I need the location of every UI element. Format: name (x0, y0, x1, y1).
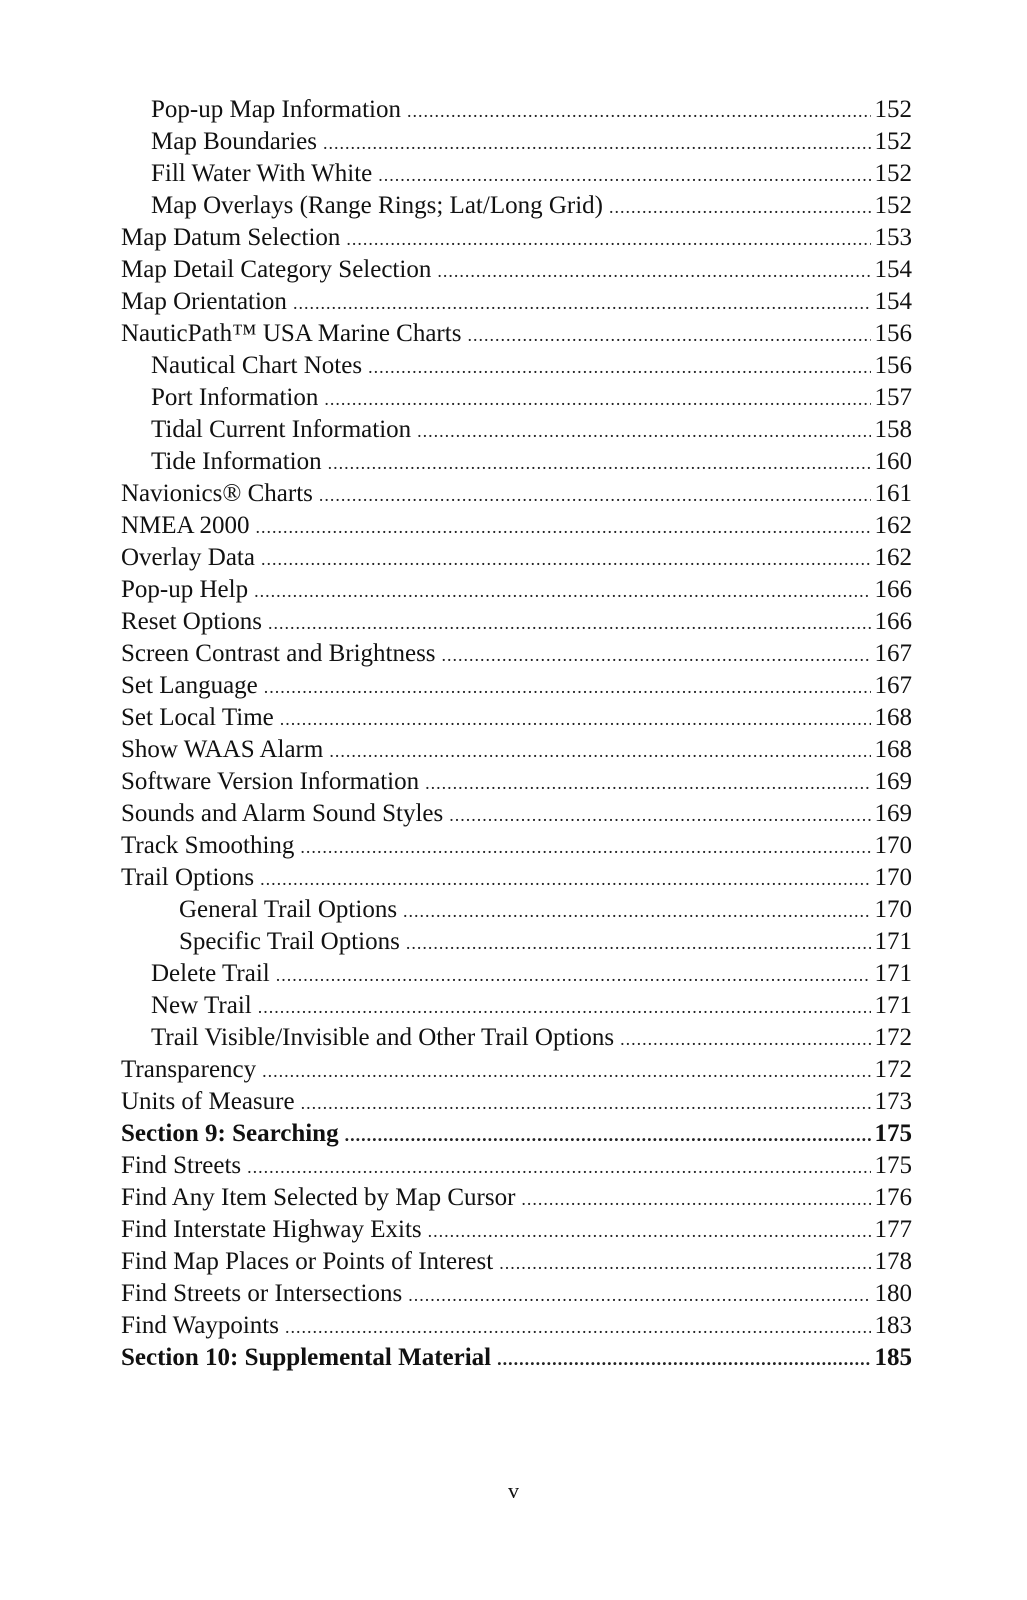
table-of-contents (121, 94, 912, 1374)
toc-entry (121, 1310, 912, 1342)
toc-entry (121, 318, 912, 350)
toc-entry-title: Find Map Places or Points of Interest (121, 1248, 494, 1275)
toc-entry-page: 160 (874, 448, 912, 475)
toc-entry (121, 894, 912, 926)
toc-entry-title: Units of Measure (121, 1088, 295, 1115)
toc-entry-title: General Trail Options (179, 896, 398, 923)
toc-entry-title: NauticPath™ USA Marine Charts (121, 320, 462, 347)
toc-entry-page: 156 (874, 320, 912, 347)
toc-entry (121, 510, 912, 542)
toc-entry-title: Nautical Chart Notes (151, 352, 363, 379)
dot-leader (262, 1055, 870, 1087)
page-number: v (508, 1478, 519, 1503)
dot-leader (264, 671, 871, 703)
toc-entry (121, 798, 912, 830)
dot-leader (408, 1279, 870, 1311)
toc-entry-title: Trail Visible/Invisible and Other Trail Options (151, 1024, 615, 1051)
dot-leader (521, 1183, 870, 1215)
dot-leader (407, 95, 871, 127)
toc-entry (121, 542, 912, 574)
dot-leader (254, 575, 870, 607)
dot-leader (285, 1311, 871, 1343)
toc-entry-title: Section 9: Searching (121, 1120, 339, 1147)
toc-entry-page: 157 (874, 384, 912, 411)
toc-section-heading (121, 1118, 912, 1150)
toc-entry-title: Pop-up Map Information (151, 96, 401, 123)
toc-entry-page: 177 (874, 1216, 912, 1243)
dot-leader (368, 351, 870, 383)
dot-leader (499, 1247, 870, 1279)
toc-entry-page: 175 (874, 1120, 912, 1147)
toc-entry-title: Set Local Time (121, 704, 274, 731)
toc-entry-title: Screen Contrast and Brightness (121, 640, 436, 667)
toc-entry-title: Tide Information (151, 448, 322, 475)
toc-entry-title: Fill Water With White (151, 160, 373, 187)
toc-entry-page: 154 (874, 288, 912, 315)
toc-entry (121, 190, 912, 222)
toc-entry-page: 167 (874, 672, 912, 699)
toc-entry-page: 169 (874, 768, 912, 795)
toc-entry-title: Pop-up Help (121, 576, 249, 603)
toc-entry (121, 1214, 912, 1246)
toc-entry (121, 1278, 912, 1310)
toc-entry-title: NMEA 2000 (121, 512, 250, 539)
toc-entry-page: 158 (874, 416, 912, 443)
toc-entry-page: 166 (874, 576, 912, 603)
toc-entry (121, 830, 912, 862)
toc-entry-title: Show WAAS Alarm (121, 736, 324, 763)
toc-entry-page: 172 (874, 1056, 912, 1083)
dot-leader (301, 1087, 871, 1119)
dot-leader (620, 1023, 870, 1055)
toc-entry-title: Map Orientation (121, 288, 287, 315)
toc-entry-title: Track Smoothing (121, 832, 295, 859)
dot-leader (293, 287, 871, 319)
dot-leader (328, 447, 871, 479)
toc-entry-title: Transparency (121, 1056, 257, 1083)
dot-leader (329, 735, 870, 767)
dot-leader (378, 159, 870, 191)
toc-entry-title: Navionics® Charts (121, 480, 313, 507)
toc-entry (121, 1022, 912, 1054)
toc-entry-page: 175 (874, 1152, 912, 1179)
toc-entry (121, 414, 912, 446)
toc-entry-page: 171 (874, 992, 912, 1019)
dot-leader (324, 383, 870, 415)
toc-entry (121, 574, 912, 606)
toc-entry (121, 958, 912, 990)
dot-leader (300, 831, 870, 863)
toc-entry (121, 1150, 912, 1182)
dot-leader (260, 863, 870, 895)
toc-entry-page: 162 (874, 512, 912, 539)
toc-entry-title: Map Datum Selection (121, 224, 341, 251)
toc-section-heading (121, 1342, 912, 1374)
toc-entry (121, 990, 912, 1022)
dot-leader (403, 895, 870, 927)
toc-entry-page: 161 (874, 480, 912, 507)
dot-leader (258, 991, 871, 1023)
toc-entry-page: 170 (874, 864, 912, 891)
toc-entry-title: Specific Trail Options (179, 928, 400, 955)
toc-entry-title: Sounds and Alarm Sound Styles (121, 800, 444, 827)
toc-entry (121, 382, 912, 414)
dot-leader (449, 799, 870, 831)
toc-entry-title: Find Any Item Selected by Map Cursor (121, 1184, 516, 1211)
dot-leader (268, 607, 871, 639)
toc-entry-title: Software Version Information (121, 768, 420, 795)
toc-entry-page: 156 (874, 352, 912, 379)
toc-entry-title: Find Streets (121, 1152, 242, 1179)
toc-entry (121, 286, 912, 318)
dot-leader (346, 223, 870, 255)
toc-entry-title: Overlay Data (121, 544, 255, 571)
dot-leader (247, 1151, 870, 1183)
dot-leader (417, 415, 870, 447)
dot-leader (497, 1343, 870, 1375)
dot-leader (437, 255, 870, 287)
dot-leader (428, 1215, 871, 1247)
toc-entry-page: 185 (874, 1344, 912, 1371)
toc-entry (121, 638, 912, 670)
toc-entry-page: 162 (874, 544, 912, 571)
toc-entry-title: Map Boundaries (151, 128, 317, 155)
toc-entry-title: Find Streets or Intersections (121, 1280, 403, 1307)
toc-entry-page: 172 (874, 1024, 912, 1051)
toc-entry (121, 862, 912, 894)
toc-entry-page: 170 (874, 832, 912, 859)
dot-leader (319, 479, 871, 511)
toc-entry (121, 926, 912, 958)
toc-entry (121, 94, 912, 126)
toc-entry-title: Map Detail Category Selection (121, 256, 432, 283)
toc-entry (121, 1086, 912, 1118)
dot-leader (261, 543, 871, 575)
toc-entry-page: 171 (874, 928, 912, 955)
toc-entry-title: Map Overlays (Range Rings; Lat/Long Grid) (151, 192, 603, 219)
toc-entry-title: Port Information (151, 384, 319, 411)
dot-leader (442, 639, 871, 671)
toc-entry (121, 1054, 912, 1086)
toc-entry-page: 169 (874, 800, 912, 827)
toc-entry-page: 152 (874, 128, 912, 155)
toc-entry-title: Delete Trail (151, 960, 270, 987)
toc-entry-page: 168 (874, 704, 912, 731)
toc-entry (121, 734, 912, 766)
toc-entry-page: 171 (874, 960, 912, 987)
toc-entry (121, 766, 912, 798)
toc-entry-page: 152 (874, 192, 912, 219)
toc-entry-page: 178 (874, 1248, 912, 1275)
toc-entry-page: 183 (874, 1312, 912, 1339)
dot-leader (345, 1119, 871, 1151)
dot-leader (323, 127, 871, 159)
toc-entry-title: Find Interstate Highway Exits (121, 1216, 422, 1243)
dot-leader (467, 319, 870, 351)
toc-entry-title: Section 10: Supplemental Material (121, 1344, 492, 1371)
toc-entry (121, 1246, 912, 1278)
toc-entry-title: Tidal Current Information (151, 416, 412, 443)
toc-entry-title: Reset Options (121, 608, 262, 635)
toc-entry-page: 152 (874, 96, 912, 123)
toc-entry-page: 153 (874, 224, 912, 251)
toc-entry-title: Find Waypoints (121, 1312, 279, 1339)
dot-leader (609, 191, 871, 223)
toc-entry-page: 168 (874, 736, 912, 763)
toc-entry (121, 606, 912, 638)
dot-leader (255, 511, 870, 543)
toc-entry (121, 222, 912, 254)
toc-entry (121, 254, 912, 286)
toc-entry-page: 176 (874, 1184, 912, 1211)
toc-entry (121, 702, 912, 734)
toc-entry-page: 173 (874, 1088, 912, 1115)
toc-entry (121, 158, 912, 190)
toc-entry-page: 170 (874, 896, 912, 923)
toc-entry-page: 167 (874, 640, 912, 667)
toc-entry-title: Trail Options (121, 864, 255, 891)
toc-entry (121, 478, 912, 510)
dot-leader (280, 703, 871, 735)
toc-entry-page: 154 (874, 256, 912, 283)
dot-leader (425, 767, 870, 799)
toc-entry-title: Set Language (121, 672, 258, 699)
toc-entry (121, 446, 912, 478)
toc-entry-title: New Trail (151, 992, 252, 1019)
toc-entry-page: 180 (874, 1280, 912, 1307)
toc-entry-page: 152 (874, 160, 912, 187)
toc-entry (121, 350, 912, 382)
dot-leader (406, 927, 871, 959)
toc-entry (121, 126, 912, 158)
dot-leader (276, 959, 871, 991)
toc-entry-page: 166 (874, 608, 912, 635)
toc-entry (121, 1182, 912, 1214)
toc-entry (121, 670, 912, 702)
